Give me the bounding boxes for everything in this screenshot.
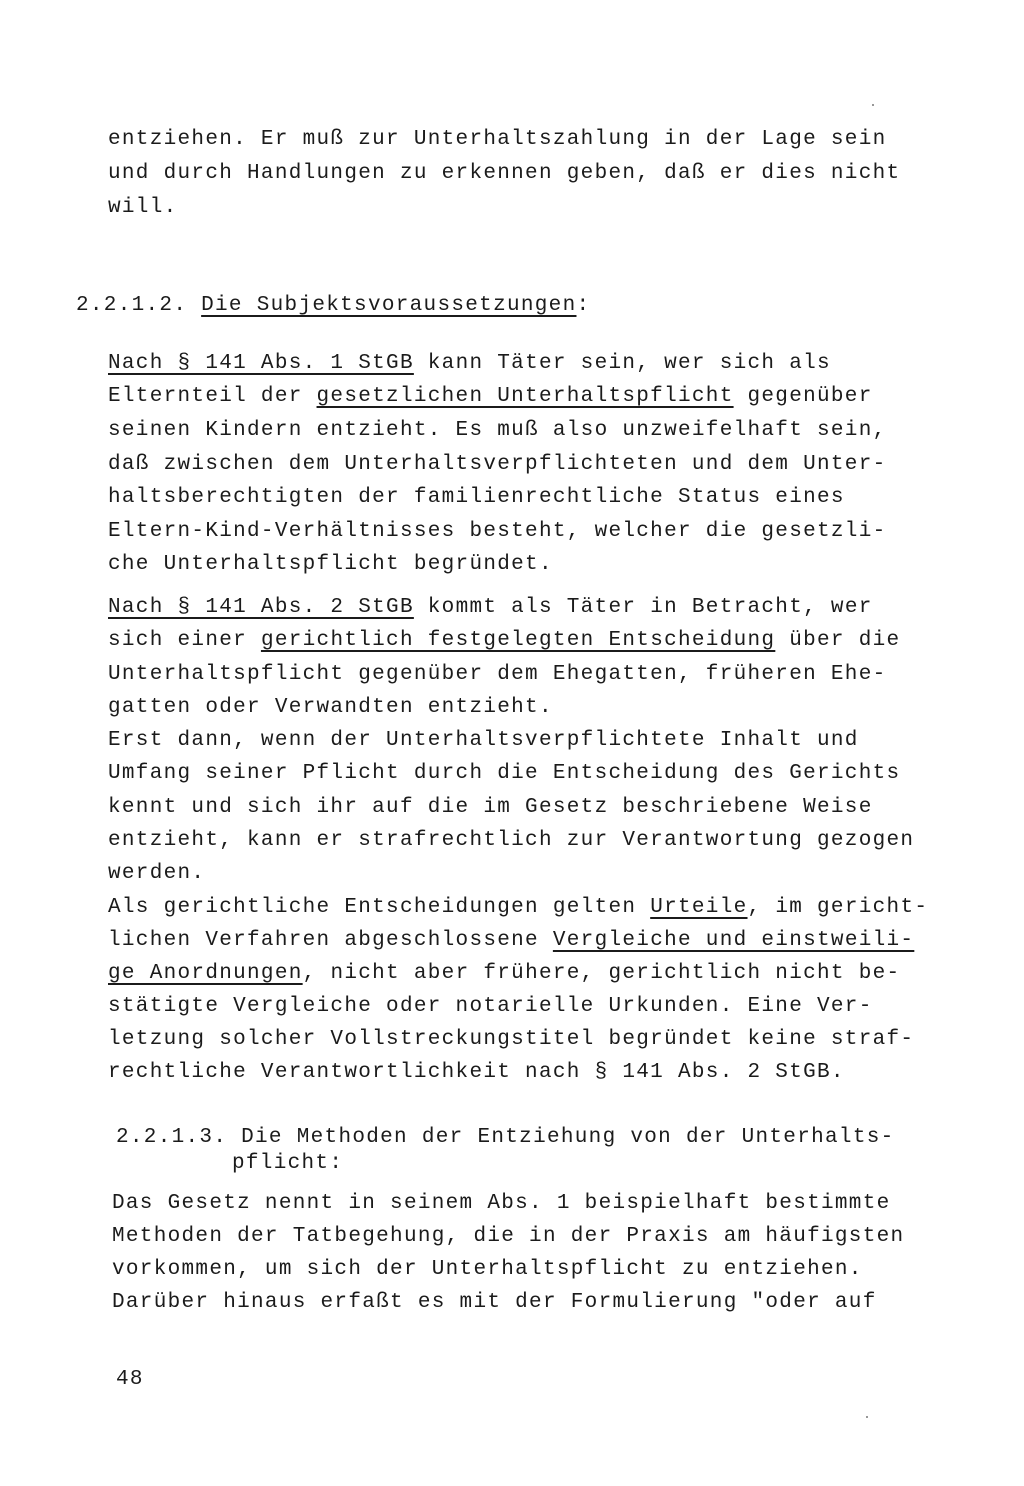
underlined-term: gesetzlichen Unterhaltspflicht <box>316 385 734 408</box>
text-line: seinen Kindern entzieht. Es muß also unzweifelhaft sein, <box>108 419 887 442</box>
text-line: entzieht, kann er strafrechtlich zur Verantwortung gezogen <box>108 829 915 852</box>
text-line <box>108 350 831 378</box>
text-line: und durch Handlungen zu erkennen geben, daß er dies nicht <box>108 162 901 185</box>
text-line: vorkommen, um sich der Unterhaltspflicht zu entziehen. <box>112 1258 863 1281</box>
text-line <box>108 894 928 922</box>
heading-line: pflicht: <box>232 1152 344 1175</box>
text-line: Darüber hinaus erfaßt es mit der Formulierung "oder auf <box>112 1291 877 1314</box>
text-line: stätigte Vergleiche oder notarielle Urkunden. Eine Ver- <box>108 995 873 1018</box>
section-heading-subjektsvoraussetzungen <box>76 292 590 320</box>
law-reference: Nach § 141 Abs. 2 StGB <box>108 596 414 619</box>
text-line: letzung solcher Vollstreckungstitel begründet keine straf- <box>108 1028 915 1051</box>
text-line <box>108 383 873 411</box>
text-line: Methoden der Tatbegehung, die in der Praxis am häufigsten <box>112 1225 905 1248</box>
page-number: 48 <box>116 1368 144 1391</box>
text-line: Erst dann, wenn der Unterhaltsverpflichtete Inhalt und <box>108 729 859 752</box>
text-line: daß zwischen dem Unterhaltsverpflichteten und dem Unter- <box>108 453 887 476</box>
text-span: Elternteil der <box>108 385 317 408</box>
text-line <box>108 594 873 622</box>
section-number: 2.2.1.2. <box>76 294 188 317</box>
heading-line <box>116 1124 895 1152</box>
text-span: kann Täter sein, wer sich als <box>413 352 831 375</box>
text-span: Als gerichtliche Entscheidungen gelten <box>108 896 651 919</box>
section-title: Die Subjektsvoraussetzungen <box>201 294 577 317</box>
text-line: kennt und sich ihr auf die im Gesetz beschriebene Weise <box>108 796 873 819</box>
text-line: che Unterhaltspflicht begründet. <box>108 553 553 576</box>
text-line <box>108 927 914 955</box>
text-line: will. <box>108 196 178 219</box>
text-line: rechtliche Verantwortlichkeit nach § 141 Abs. 2 StGB. <box>108 1061 845 1084</box>
text-line: Unterhaltspflicht gegenüber dem Ehegatten, früheren Ehe- <box>108 663 887 686</box>
text-span: über die <box>775 629 901 652</box>
section-title: Die Methoden der Entziehung von der Unterhalts- <box>241 1126 895 1149</box>
scan-speck <box>866 1416 868 1418</box>
underlined-term: gerichtlich festgelegten Entscheidung <box>260 629 776 652</box>
text-line: Eltern-Kind-Verhältnisses besteht, welcher die gesetzli- <box>108 520 887 543</box>
text-span: sich einer <box>108 629 261 652</box>
underlined-term: Vergleiche und einstweili- <box>552 929 915 952</box>
text-span: gegenüber <box>733 385 873 408</box>
text-span: , nicht aber frühere, gerichtlich nicht be- <box>302 962 901 985</box>
law-reference: Nach § 141 Abs. 1 StGB <box>108 352 414 375</box>
text-line: haltsberechtigten der familienrechtliche Status eines <box>108 486 845 509</box>
scan-speck <box>872 104 874 106</box>
text-line: Das Gesetz nennt in seinem Abs. 1 beispielhaft bestimmte <box>112 1192 891 1215</box>
text-line: Umfang seiner Pflicht durch die Entscheidung des Gerichts <box>108 762 901 785</box>
text-span: lichen Verfahren abgeschlossene <box>108 929 553 952</box>
underlined-term: Urteile <box>650 896 748 919</box>
section-number: 2.2.1.3. <box>116 1126 228 1149</box>
text-span: , im gericht- <box>747 896 929 919</box>
text-line <box>108 960 900 988</box>
text-span: kommt als Täter in Betracht, wer <box>413 596 873 619</box>
text-line <box>108 627 900 655</box>
text-line: werden. <box>108 862 206 885</box>
text-line: gatten oder Verwandten entzieht. <box>108 696 553 719</box>
text-line: entziehen. Er muß zur Unterhaltszahlung in der Lage sein <box>108 128 887 151</box>
section-title-colon: : <box>576 294 591 317</box>
underlined-term: ge Anordnungen <box>108 962 303 985</box>
